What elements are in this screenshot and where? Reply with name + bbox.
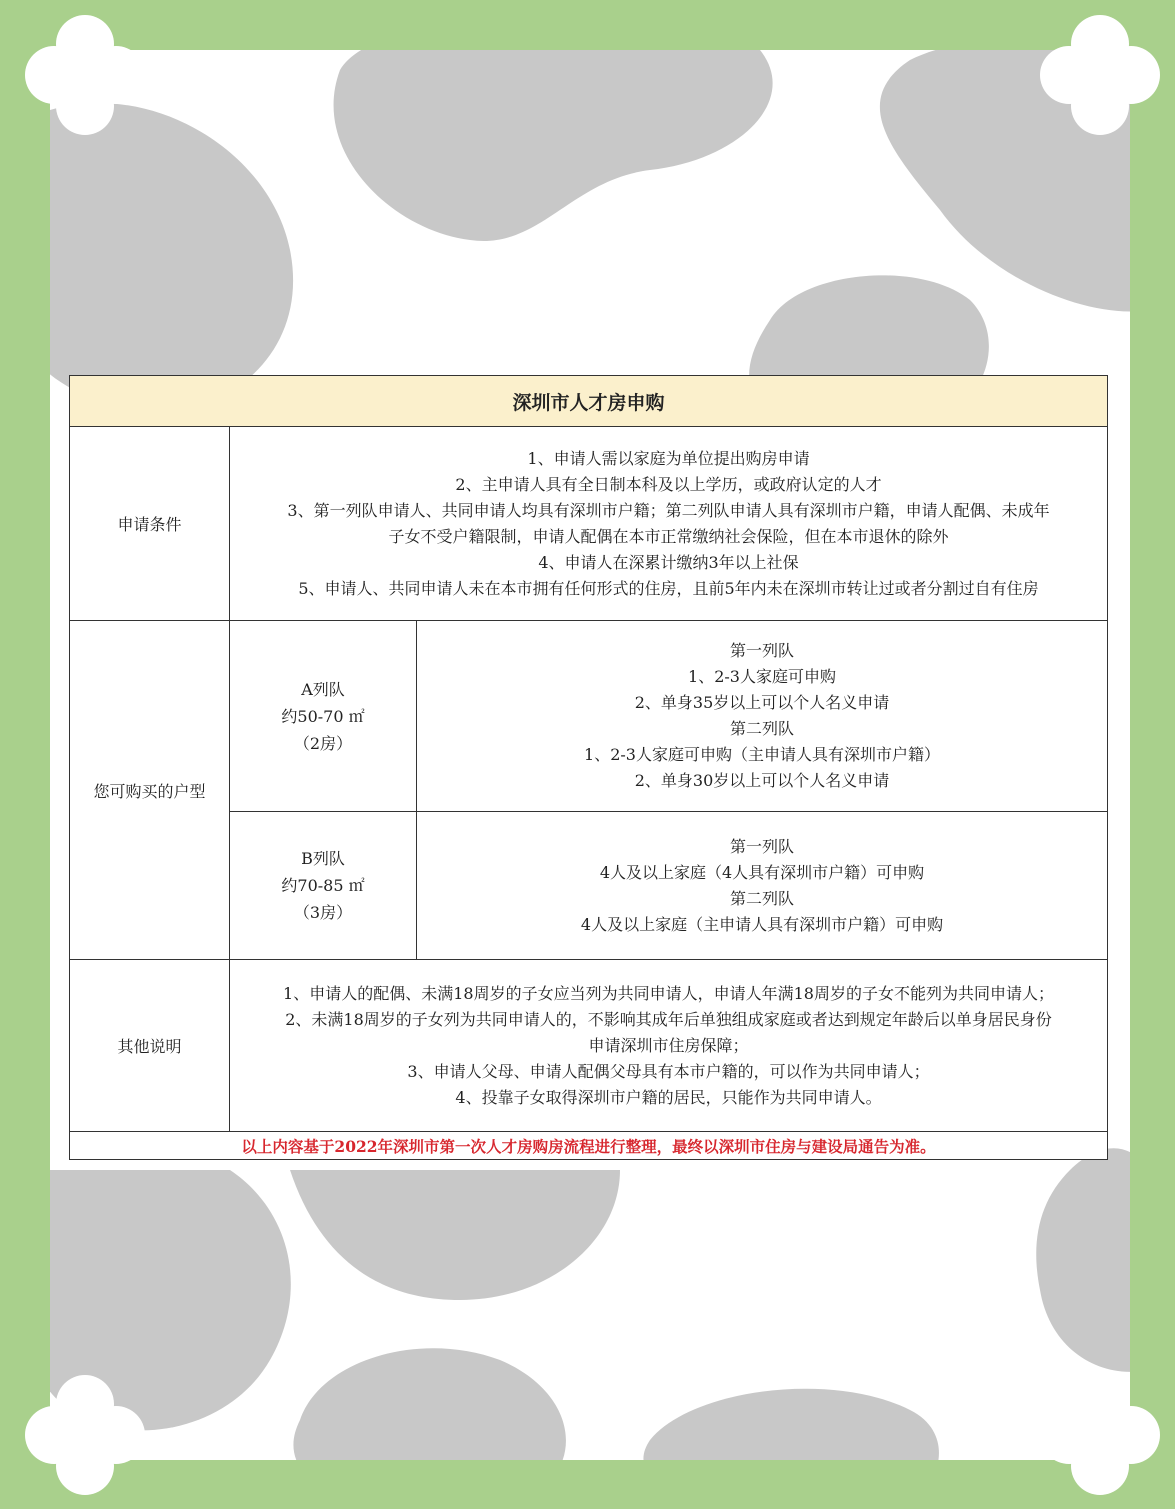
footnote-row — [70, 1132, 1108, 1160]
flower-decoration — [25, 15, 145, 135]
table-title: 深圳市人才房申购 — [70, 376, 1108, 427]
gray-blob-decoration — [280, 1150, 640, 1310]
condition-line: 5、申请人、共同申请人未在本市拥有任何形式的住房，且前5年内未在深圳市转让过或者分割过自有住房 — [298, 578, 1039, 598]
type-line: 4人及以上家庭（4人具有深圳市户籍）可申购 — [599, 862, 925, 882]
other-content — [230, 960, 1108, 1132]
application-table — [69, 375, 1108, 1160]
other-row — [70, 960, 1108, 1132]
flower-decoration — [1040, 15, 1160, 135]
flower-decoration — [1040, 1375, 1160, 1495]
type-line: 1、2-3人家庭可申购 — [688, 667, 836, 686]
type-line: 第二列队 — [729, 719, 794, 738]
title-row — [70, 376, 1108, 427]
type-line: 第一列队 — [729, 836, 794, 856]
type-line: 4人及以上家庭（主申请人具有深圳市户籍）可申购 — [580, 914, 944, 934]
conditions-content — [230, 427, 1108, 621]
conditions-label: 申请条件 — [70, 427, 230, 621]
type-line: 第一列队 — [729, 641, 794, 660]
flower-decoration — [25, 1375, 145, 1495]
unit-name: B列队 — [301, 849, 345, 868]
other-line: 3、申请人父母、申请人配偶父母具有本市户籍的，可以作为共同申请人； — [407, 1061, 930, 1081]
condition-line: 子女不受户籍限制，申请人配偶在本市正常缴纳社会保险，但在本市退休的除外 — [388, 526, 949, 546]
other-line: 2、未满18周岁的子女列为共同申请人的，不影响其成年后单独组成家庭或者达到规定年龄后以单身居民身份 — [285, 1009, 1052, 1029]
type-a-unit — [230, 621, 417, 812]
type-b-unit — [230, 812, 417, 960]
unit-area: 约70-85 ㎡ — [281, 876, 365, 895]
type-line: 1、2-3人家庭可申购（主申请人具有深圳市户籍） — [584, 745, 940, 764]
gray-blob-decoration — [320, 50, 780, 260]
conditions-row — [70, 427, 1108, 621]
condition-line: 3、第一列队申请人、共同申请人均具有深圳市户籍；第二列队申请人具有深圳市户籍，申请人配偶、未成年 — [287, 500, 1050, 520]
type-b-content — [417, 812, 1108, 960]
unit-rooms: （2房） — [293, 733, 353, 753]
gray-blob-decoration — [1010, 1130, 1130, 1390]
condition-line: 4、申请人在深累计缴纳3年以上社保 — [538, 552, 799, 572]
condition-line: 2、主申请人具有全日制本科及以上学历，或政府认定的人才 — [455, 474, 882, 494]
unit-rooms: （3房） — [293, 903, 353, 922]
condition-line: 1、申请人需以家庭为单位提出购房申请 — [527, 448, 810, 468]
type-line: 第二列队 — [729, 888, 794, 908]
type-line: 2、单身35岁以上可以个人名义申请 — [634, 693, 890, 712]
type-a-content — [417, 621, 1108, 812]
type-line: 2、单身30岁以上可以个人名义申请 — [634, 771, 890, 790]
other-line: 1、申请人的配偶、未满18周岁的子女应当列为共同申请人，申请人年满18周岁的子女不能列为共同申请人； — [283, 983, 1054, 1003]
gray-blob-decoration — [630, 1380, 950, 1460]
gray-blob-decoration — [280, 1340, 580, 1460]
other-line: 申请深圳市住房保障； — [588, 1035, 749, 1055]
unit-area: 约50-70 ㎡ — [281, 706, 365, 726]
unit-name: A列队 — [301, 679, 345, 699]
footnote: 以上内容基于2022年深圳市第一次人才房购房流程进行整理，最终以深圳市住房与建设局通告为准。 — [70, 1132, 1108, 1160]
other-line: 4、投靠子女取得深圳市户籍的居民，只能作为共同申请人。 — [455, 1087, 882, 1107]
type-a-row — [70, 621, 1108, 812]
other-label: 其他说明 — [70, 960, 230, 1132]
types-label: 您可购买的户型 — [70, 621, 230, 960]
